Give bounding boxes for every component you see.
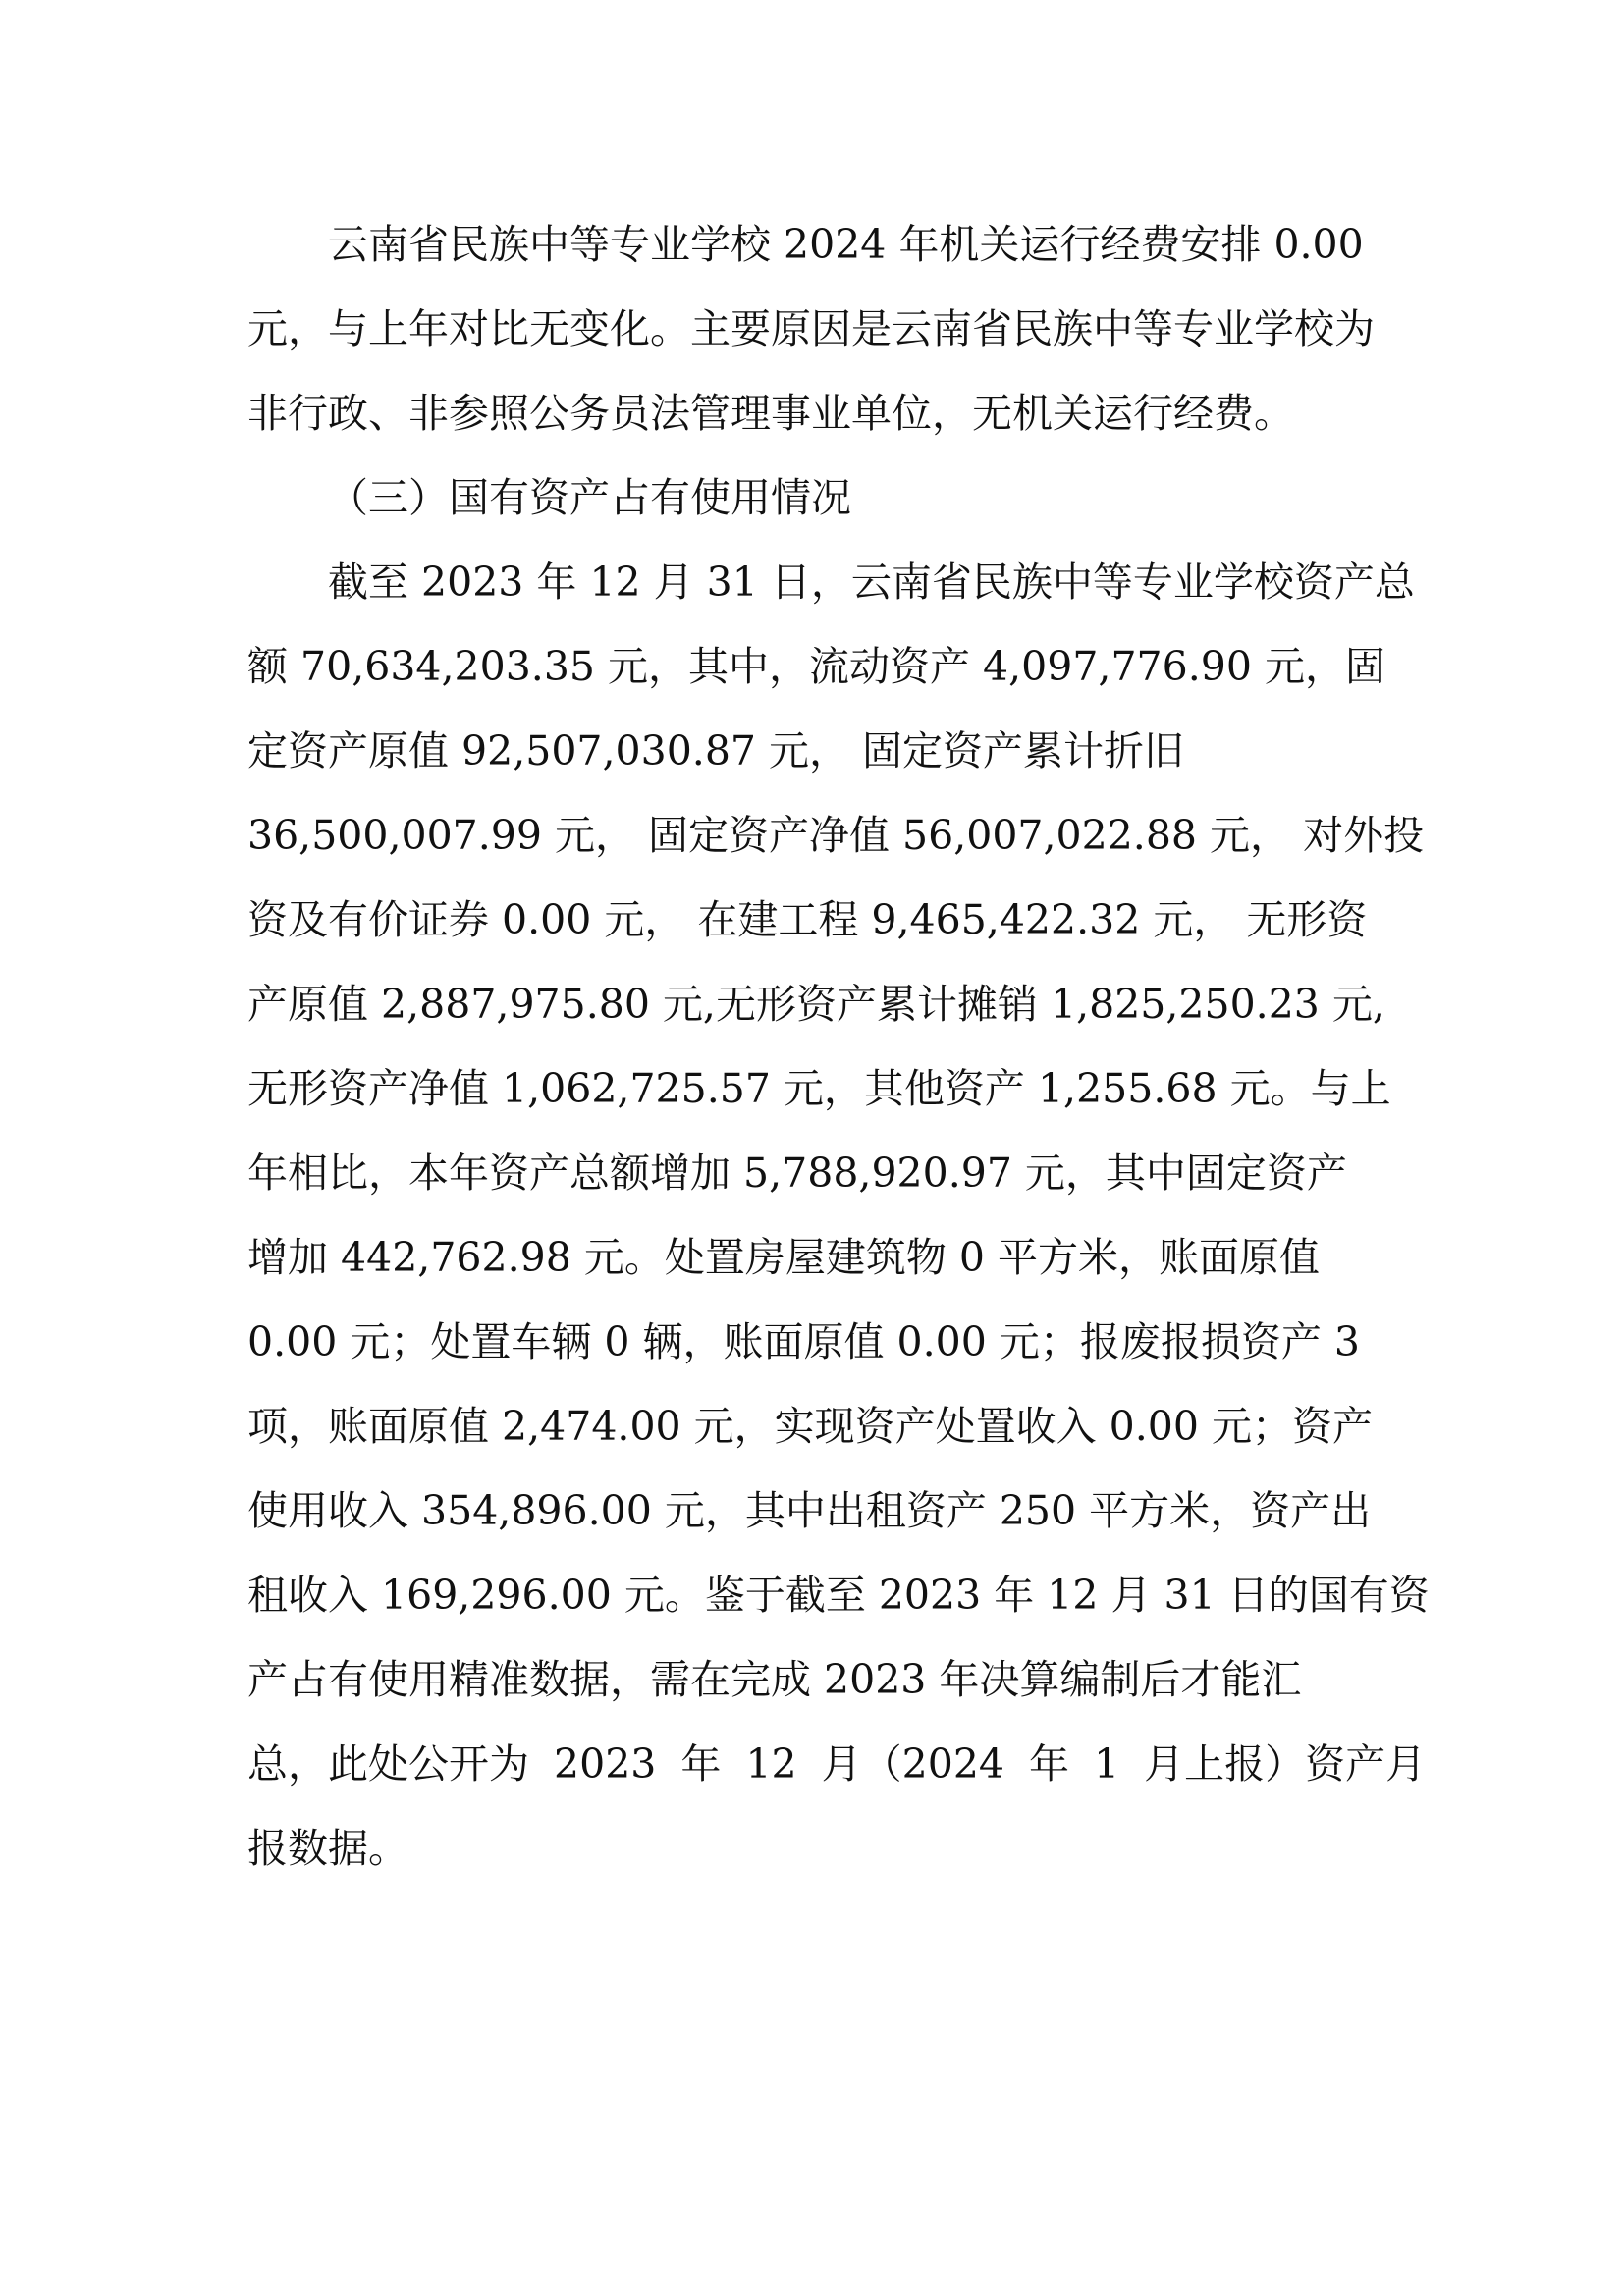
text-line: 元，与上年对比无变化。主要原因是云南省民族中等专业学校为 [247, 305, 1375, 352]
text-line: 产原值 2,887,975.80 元,无形资产累计摊销 1,825,250.23 元, [247, 981, 1385, 1028]
text-line: 定资产原值 92,507,030.87 元， 固定资产累计折旧 [247, 727, 1185, 774]
text-line: 云南省民族中等专业学校 2024 年机关运行经费安排 0.00 [328, 221, 1364, 268]
text-line: 截至 2023 年 12 月 31 日，云南省民族中等专业学校资产总 [328, 559, 1415, 606]
section-heading: （三）国有资产占有使用情况 [328, 474, 851, 521]
text-line: 非行政、非参照公务员法管理事业单位，无机关运行经费。 [247, 390, 1294, 437]
text-line: 无形资产净值 1,062,725.57 元，其他资产 1,255.68 元。与上 [247, 1065, 1391, 1112]
text-line: 租收入 169,296.00 元。鉴于截至 2023 年 12 月 31 日的国有资 [247, 1572, 1430, 1619]
text-line: 增加 442,762.98 元。处置房屋建筑物 0 平方米，账面原值 [247, 1234, 1320, 1281]
text-line: 项，账面原值 2,474.00 元，实现资产处置收入 0.00 元；资产 [247, 1403, 1373, 1450]
text-line: 报数据。 [247, 1825, 408, 1872]
text-line: 资及有价证券 0.00 元， 在建工程 9,465,422.32 元， 无形资 [247, 896, 1368, 943]
document-body [247, 202, 1430, 1891]
text-line: 年相比，本年资产总额增加 5,788,920.97 元，其中固定资产 [247, 1149, 1347, 1197]
text-line: 0.00 元；处置车辆 0 辆，账面原值 0.00 元；报废报损资产 3 [247, 1318, 1360, 1365]
text-line: 产占有使用精准数据，需在完成 2023 年决算编制后才能汇 [247, 1656, 1302, 1703]
text-line: 总，此处公开为 2023 年 12 月（2024 年 1 月上报）资产月 [247, 1740, 1427, 1788]
text-line: 额 70,634,203.35 元，其中，流动资产 4,097,776.90 元，固 [247, 643, 1385, 690]
text-line: 36,500,007.99 元， 固定资产净值 56,007,022.88 元， 对外投 [247, 812, 1425, 859]
text-line: 使用收入 354,896.00 元，其中出租资产 250 平方米，资产出 [247, 1487, 1372, 1534]
